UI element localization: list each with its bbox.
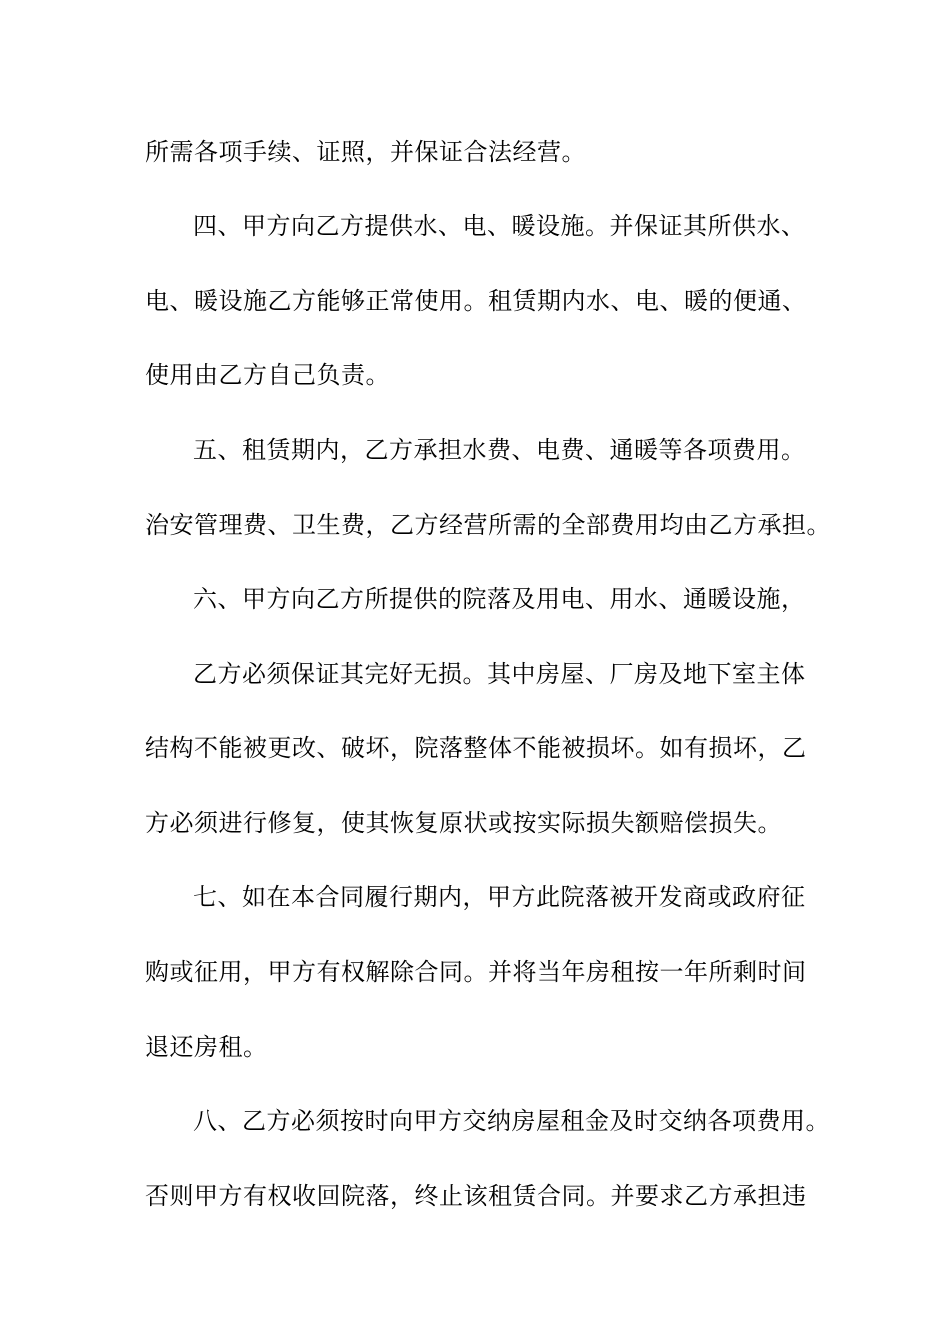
paragraph-line: 购或征用，甲方有权解除合同。并将当年房租按一年所剩时间: [145, 958, 807, 986]
paragraph-line: 使用由乙方自己负责。: [145, 361, 390, 389]
paragraph-line: 四、甲方向乙方提供水、电、暖设施。并保证其所供水、: [193, 212, 806, 240]
paragraph-line: 电、暖设施乙方能够正常使用。租赁期内水、电、暖的便通、: [145, 287, 807, 315]
paragraph-line: 八、乙方必须按时向甲方交纳房屋租金及时交纳各项费用。: [193, 1107, 830, 1135]
paragraph-line: 方必须进行修复，使其恢复原状或按实际损失额赔偿损失。: [145, 809, 782, 837]
paragraph-line: 六、甲方向乙方所提供的院落及用电、用水、通暖设施，: [193, 585, 806, 613]
paragraph-line: 退还房租。: [145, 1033, 268, 1061]
paragraph-line: 七、如在本合同履行期内，甲方此院落被开发商或政府征: [193, 883, 806, 911]
paragraph-line: 否则甲方有权收回院落，终止该租赁合同。并要求乙方承担违: [145, 1182, 807, 1210]
paragraph-line: 结构不能被更改、破坏，院落整体不能被损坏。如有损坏，乙: [145, 734, 807, 762]
paragraph-line: 治安管理费、卫生费，乙方经营所需的全部费用均由乙方承担。: [145, 511, 831, 539]
paragraph-line: 所需各项手续、证照，并保证合法经营。: [145, 138, 586, 166]
paragraph-line: 乙方必须保证其完好无损。其中房屋、厂房及地下室主体: [193, 660, 806, 688]
paragraph-line: 五、租赁期内，乙方承担水费、电费、通暖等各项费用。: [193, 436, 806, 464]
